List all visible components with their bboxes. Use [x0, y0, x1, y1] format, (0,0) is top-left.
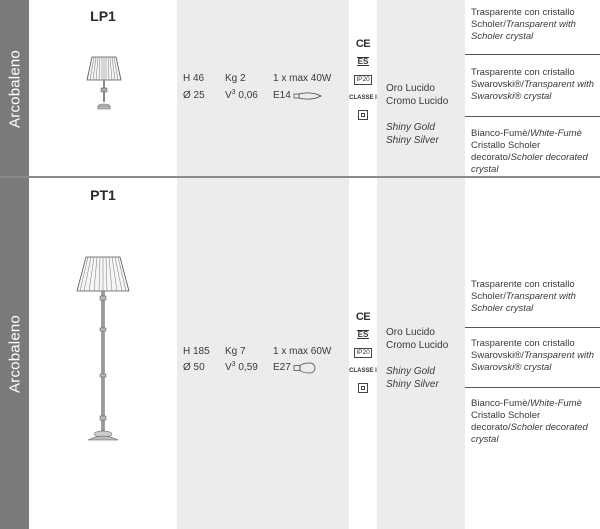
volume: $V^3$ 0,59 — [225, 361, 258, 373]
material-divider — [465, 387, 600, 388]
product-row-lp1 — [0, 0, 600, 177]
weight: Kg 2 — [225, 73, 246, 84]
table-lamp-image — [84, 56, 124, 112]
material-divider — [465, 327, 600, 328]
material-option: Trasparente con cristallo Swarovski®/Transparent with Swarovski® crystal — [471, 67, 594, 102]
finish-english: Shiny Gold Shiny Silver — [386, 366, 439, 390]
certification-marks — [349, 311, 377, 393]
height-dimension: H 46 — [183, 73, 205, 84]
bulb-power: 1 x max 60W — [273, 346, 332, 357]
finish-italian: Oro Lucido Cromo Lucido — [386, 83, 449, 107]
es-mark: ES — [357, 330, 369, 339]
double-insulation-icon — [358, 383, 368, 393]
series-label: Arcobaleno — [6, 49, 23, 128]
bulb-socket: E14 — [273, 88, 323, 103]
class-mark: CLASSE I — [349, 95, 377, 101]
product-row-pt1 — [0, 178, 600, 529]
finish-english: Shiny Gold Shiny Silver — [386, 122, 439, 146]
weight: Kg 7 — [225, 346, 246, 357]
class-mark: CLASSE I — [349, 368, 377, 374]
material-option: Bianco-Fumè/White-Fumè Cristallo Scholer decorato/Scholer decorated crystal — [471, 128, 588, 175]
diameter-dimension: Ø 50 — [183, 362, 205, 373]
bulb-socket: E27 — [273, 360, 319, 375]
bulb-power: 1 x max 40W — [273, 73, 332, 84]
product-code: LP1 — [90, 8, 116, 24]
ce-mark: CE — [355, 311, 371, 323]
es-mark: ES — [357, 57, 369, 66]
ip-rating: IP20 — [356, 349, 370, 356]
double-insulation-icon — [358, 110, 368, 120]
series-band — [0, 178, 29, 529]
series-band — [0, 0, 29, 177]
material-option: Trasparente con cristallo Scholer/Transparent with Scholer crystal — [471, 7, 576, 42]
material-option: Bianco-Fumè/White-Fumè Cristallo Scholer decorato/Scholer decorated crystal — [471, 398, 588, 445]
ip-rating: IP20 — [356, 76, 370, 83]
ce-mark: CE — [355, 38, 371, 50]
height-dimension: H 185 — [183, 346, 210, 357]
material-option: Trasparente con cristallo Scholer/Transparent with Scholer crystal — [471, 279, 576, 314]
product-code: PT1 — [90, 187, 116, 203]
floor-lamp-image — [74, 256, 132, 442]
finish-column — [377, 178, 465, 529]
volume: $V^3$ 0,06 — [225, 89, 258, 101]
candle-bulb-icon — [293, 91, 323, 101]
certification-marks — [349, 38, 377, 120]
finish-italian: Oro Lucido Cromo Lucido — [386, 327, 449, 351]
diameter-dimension: Ø 25 — [183, 90, 205, 101]
material-divider — [465, 116, 600, 117]
series-label: Arcobaleno — [6, 314, 23, 393]
material-option: Trasparente con cristallo Swarovski®/Transparent with Swarovski® crystal — [471, 338, 594, 373]
globe-bulb-icon — [293, 362, 319, 374]
material-divider — [465, 54, 600, 55]
